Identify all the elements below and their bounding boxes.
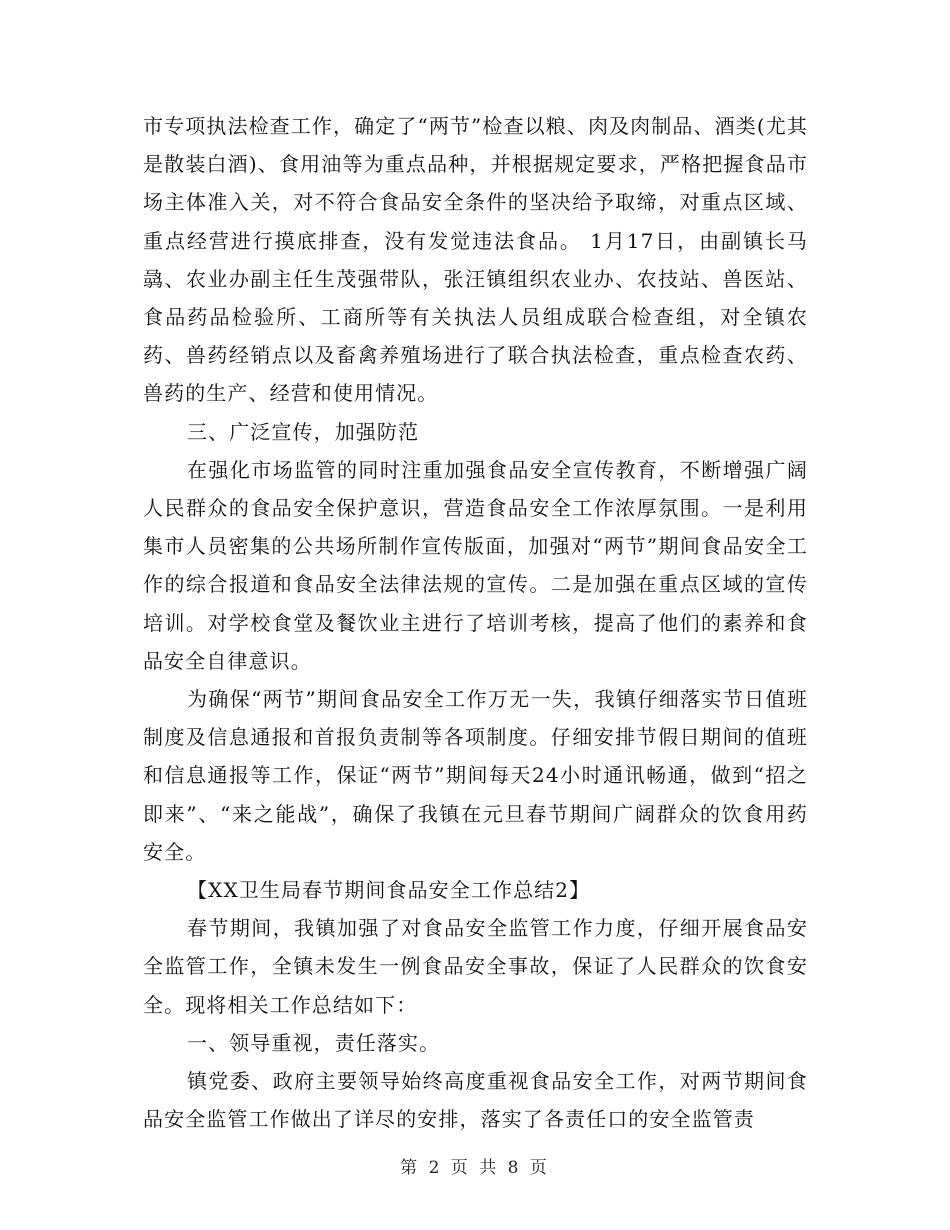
section-heading-publicity: 三、广泛宣传，加强防范 xyxy=(187,419,420,444)
paragraph-leadership: 镇党委、政府主要领导始终高度重视食品安全工作，对两节期间食品安全监管工作做出了详尽的安排，落实了各责任口的安全监管责 xyxy=(143,1069,808,1132)
section-heading-leadership: 一、领导重视，责任落实。 xyxy=(187,1030,441,1055)
paragraph-summary-intro: 春节期间，我镇加强了对食品安全监管工作力度，仔细开展食品安全监管工作，全镇未发生一例食品安全事故，保证了人民群众的饮食安全。现将相关工作总结如下： xyxy=(143,916,808,1017)
paragraph-publicity: 在强化市场监管的同时注重加强食品安全宣传教育，不断增强广阔人民群众的食品安全保护意识，营造食品安全工作浓厚氛围。一是利用集市人员密集的公共场所制作宣传版面，加强对“两节”期间食品安全工作的综合报道和食品安全法律法规的宣传。二是加强在重点区域的宣传培训。对学校食堂及餐饮业主进行了培训考核，提高了他们的素养和食品安全自律意识。 xyxy=(143,457,808,673)
paragraph-duty-system: 为确保“两节”期间食品安全工作万无一失，我镇仔细落实节日值班制度及信息通报和首报负责制等各项制度。仔细安排节假日期间的值班和信息通报等工作，保证“两节”期间每天24小时通讯畅通，做到“招之即来”、“来之能战”，确保了我镇在元旦春节期间广阔群众的饮食用药安全。 xyxy=(143,687,808,864)
paragraph-inspection-continued: 市专项执法检查工作，确定了“两节”检查以粮、肉及肉制品、酒类(尤其是散装白酒)、食用油等为重点品种，并根据规定要求，严格把握食品市场主体准入关，对不符合食品安全条件的坚决给予取缔，对重点区域、重点经营进行摸底排查，没有发觉违法食品。 1月17日，由副镇长马骉、农业办副主任生茂强带队，张汪镇组织农业办、农技站、兽医站、食品药品检验所、工商所等有关执法人员组成联合检查组，对全镇农药、兽药经销点以及畜禽养殖场进行了联合执法检查，重点检查农药、兽药的生产、经营和使用情况。 xyxy=(143,114,808,406)
section-title-summary-2: 【XX卫生局春节期间食品安全工作总结2】 xyxy=(187,878,591,903)
page-number-footer: 第 2 页 共 8 页 xyxy=(400,1158,550,1178)
document-body xyxy=(143,107,808,1138)
